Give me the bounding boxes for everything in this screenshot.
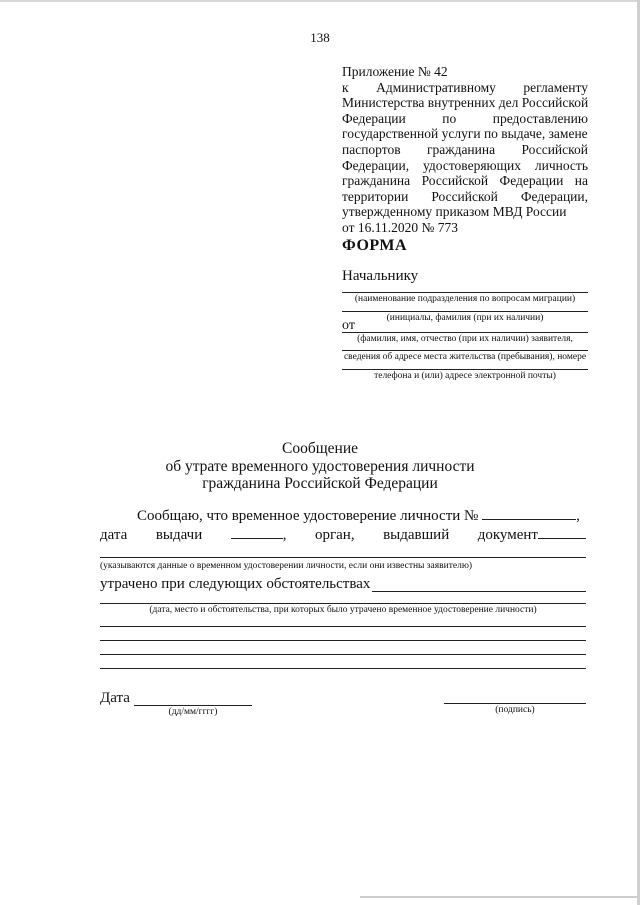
issue-date-label-word2: выдачи xyxy=(155,527,203,543)
appendix-word: Российской xyxy=(421,173,489,189)
appendix-word: к xyxy=(342,79,349,95)
circumstances-line-2[interactable] xyxy=(100,626,586,627)
appendix-word: Федерации, xyxy=(342,157,410,173)
issuer-field[interactable] xyxy=(538,526,586,539)
applicant-name-caption: (фамилия, имя, отчество (при их наличии) заявителя, xyxy=(357,334,573,344)
from-label: от xyxy=(342,318,355,333)
appendix-line xyxy=(342,64,588,80)
issuer-label-word1: орган, xyxy=(314,527,355,543)
lost-circumstances-inline-field[interactable] xyxy=(372,591,586,592)
signature-field[interactable] xyxy=(444,703,586,704)
appendix-line xyxy=(342,204,588,220)
circumstances-line-4[interactable] xyxy=(100,654,586,655)
appendix-line xyxy=(342,95,588,111)
appendix-line xyxy=(342,173,588,189)
appendix-word: утвержденному приказом МВД России xyxy=(342,204,567,220)
message-title-line2: об утрате временного удостоверения личности xyxy=(165,458,475,475)
issue-date-comma: , xyxy=(282,527,287,543)
appendix-word: Приложение № 42 xyxy=(342,64,448,79)
body-line1 xyxy=(137,507,580,525)
appendix-word: личность xyxy=(534,157,588,173)
appendix-word: Федерации, xyxy=(520,188,588,204)
appendix-line xyxy=(342,220,588,236)
appendix-word: по xyxy=(442,110,457,126)
chief-name-line[interactable] xyxy=(342,311,588,312)
lost-circumstances-label: утрачено при следующих обстоятельствах xyxy=(100,576,371,592)
appendix-line xyxy=(342,80,588,96)
appendix-word: гражданина xyxy=(342,173,411,189)
appendix-word: Административному xyxy=(376,79,496,95)
chief-name-caption: (инициалы, фамилия (при их наличии) xyxy=(386,313,544,323)
appendix-word: на xyxy=(574,173,588,189)
applicant-address-caption: сведения об адресе места жительства (пребывания), номере xyxy=(343,352,587,362)
circumstances-caption: (дата, место и обстоятельства, при которых было утрачено временное удостоверение личности) xyxy=(149,605,537,615)
appendix-line xyxy=(342,142,588,158)
appendix-word: регламенту xyxy=(523,79,588,95)
applicant-contacts-caption: телефона и (или) адресе электронной почты) xyxy=(374,371,556,381)
unit-name-line[interactable] xyxy=(342,292,588,293)
message-title-line1: Сообщение xyxy=(281,440,358,457)
appendix-word: Российской xyxy=(521,141,588,157)
circumstances-line[interactable] xyxy=(100,603,586,604)
body-line1-comma: , xyxy=(576,508,580,524)
page-number: 138 xyxy=(310,30,330,45)
appendix-line xyxy=(342,126,588,142)
applicant-address-line[interactable] xyxy=(342,350,588,351)
message-title-line3: гражданина Российской Федерации xyxy=(202,475,438,492)
unit-name-caption: (наименование подразделения по вопросам миграции) xyxy=(354,294,576,304)
addressee-label: Начальнику xyxy=(342,268,419,284)
circumstances-line-3[interactable] xyxy=(100,640,586,641)
issuer-label-word2: выдавший xyxy=(383,527,450,543)
appendix-word: предоставлению xyxy=(492,110,588,126)
appendix-word: территории xyxy=(342,188,409,204)
date-caption: (дд/мм/гггг) xyxy=(168,707,218,717)
appendix-block xyxy=(342,64,588,236)
appendix-word: Министерства внутренних дел Российской xyxy=(342,95,589,111)
document-data-line[interactable] xyxy=(100,557,586,558)
appendix-word: удостоверяющих xyxy=(422,157,522,173)
appendix-word: паспортов xyxy=(342,141,401,157)
applicant-name-line[interactable] xyxy=(342,332,588,333)
date-label: Дата xyxy=(100,690,130,706)
issue-date-label-word1: дата xyxy=(100,527,128,543)
document-number-field[interactable] xyxy=(482,507,576,520)
appendix-word: Федерации xyxy=(499,173,564,189)
body-line1-text: Сообщаю, что временное удостоверение личности № xyxy=(137,508,479,524)
appendix-word: Российской xyxy=(431,188,498,204)
appendix-line xyxy=(342,111,588,127)
appendix-word: от 16.11.2020 № 773 xyxy=(342,219,458,235)
issue-date-field[interactable] xyxy=(231,526,283,539)
appendix-line xyxy=(342,158,588,174)
form-title: ФОРМА xyxy=(342,237,408,254)
scan-edge-top xyxy=(0,0,640,2)
signature-caption: (подпись) xyxy=(495,705,535,715)
body-line2 xyxy=(100,526,586,544)
document-data-caption: (указываются данные о временном удостоверении личности, если они известны заявителю) xyxy=(100,561,473,571)
circumstances-line-5[interactable] xyxy=(100,668,586,669)
appendix-word: Федерации xyxy=(342,110,406,126)
appendix-line xyxy=(342,189,588,205)
appendix-word: гражданина xyxy=(426,141,496,157)
date-field[interactable] xyxy=(134,705,252,706)
scan-edge-bottom xyxy=(360,896,640,898)
applicant-contacts-line[interactable] xyxy=(342,369,588,370)
appendix-word: государственной услуги по выдаче, замене xyxy=(342,126,588,142)
issuer-label-word3: документ xyxy=(477,527,538,543)
